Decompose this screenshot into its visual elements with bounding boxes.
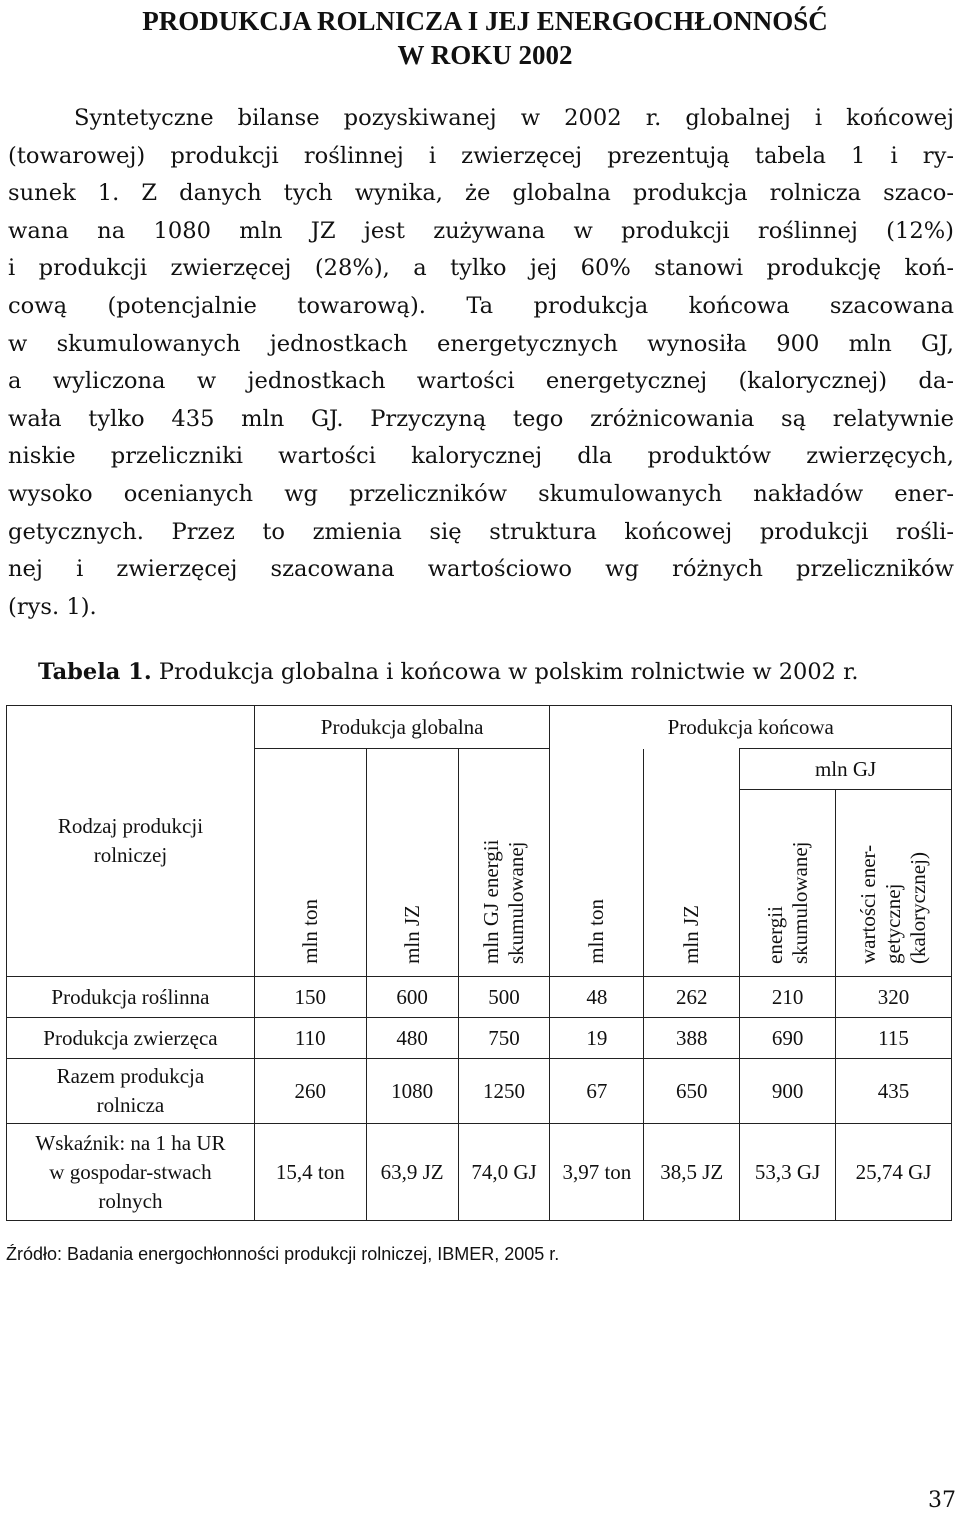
row-label <box>7 1059 255 1124</box>
col-header-final-energy-cumulated <box>740 790 836 977</box>
table-cell: 15,4 ton <box>254 1124 366 1221</box>
table-cell: 3,97 ton <box>550 1124 644 1221</box>
table-row <box>7 1124 952 1221</box>
table-cell: 690 <box>740 1018 836 1059</box>
table-cell: 48 <box>550 977 644 1018</box>
table-cell: 67 <box>550 1059 644 1124</box>
body-line: cową (potencjalnie towarową). Ta produkcja końcowa szacowana <box>8 292 954 319</box>
col-header-final-caloric-value <box>836 790 952 977</box>
body-line: Syntetyczne bilanse pozyskiwanej w 2002 r. globalnej i końcowej <box>74 105 954 131</box>
body-line: i produkcji zwierzęcej (28%), a tylko jej 60% stanowi produkcję koń- <box>8 255 954 282</box>
body-line: niskie przeliczniki wartości kalorycznej dla produktów zwierzęcych, <box>8 443 954 470</box>
table-cell: 900 <box>740 1059 836 1124</box>
page-number: 37 <box>928 1488 956 1513</box>
body-line: wana na 1080 mln JZ jest zużywana w produkcji roślinnej (12%) <box>8 217 954 244</box>
body-paragraph <box>8 100 954 626</box>
row-label <box>7 1124 255 1221</box>
body-line: (rys. 1). <box>8 593 97 620</box>
table-cell: 1250 <box>458 1059 550 1124</box>
table-cell: 63,9 JZ <box>366 1124 458 1221</box>
table-cell: 650 <box>644 1059 740 1124</box>
table-cell: 262 <box>644 977 740 1018</box>
body-line: nej i zwierzęcej szacowana wartościowo wg różnych przeliczników <box>8 556 954 583</box>
table-cell: 500 <box>458 977 550 1018</box>
table-cell: 480 <box>366 1018 458 1059</box>
table-row <box>7 1059 952 1124</box>
col-header-global-mln-jz <box>366 749 458 977</box>
row-label: Produkcja zwierzęca <box>7 1018 255 1059</box>
body-line: wała tylko 435 mln GJ. Przyczyną tego zróżnicowania są relatywnie <box>8 405 954 432</box>
col-header-global-mln-ton <box>254 749 366 977</box>
col-header-global-mln-gj <box>458 749 550 977</box>
col-header-label: mln JZ <box>399 905 424 964</box>
body-line: wysoko ocenianych wg przeliczników skumulowanych nakładów ener- <box>8 480 954 507</box>
source-note: Źródło: Badania energochłonności produkcji rolniczej, IBMER, 2005 r. <box>6 1244 560 1264</box>
body-line: a wyliczona w jednostkach wartości energetycznej (kalorycznej) da- <box>8 368 954 395</box>
table-cell: 210 <box>740 977 836 1018</box>
table-cell: 320 <box>836 977 952 1018</box>
body-line: getycznych. Przez to zmienia się struktura końcowej produkcji rośli- <box>8 518 954 545</box>
table-cell: 750 <box>458 1018 550 1059</box>
group-header-final: Produkcja końcowa <box>550 706 952 749</box>
col-header-label: mln ton <box>584 899 609 964</box>
col-header-label: mln ton <box>297 899 322 964</box>
table-cell: 38,5 JZ <box>644 1124 740 1221</box>
table-caption-text: Produkcja globalna i końcowa w polskim rolnictwie w 2002 r. <box>151 659 859 685</box>
unit-header-gj: mln GJ <box>740 749 952 790</box>
table-row <box>7 977 952 1018</box>
row-label: Produkcja roślinna <box>7 977 255 1018</box>
row-label-text: Wskaźnik: na 1 ha UR w gospodar-stwach rolnych <box>35 1130 226 1213</box>
body-line: w skumulowanych jednostkach energetycznych wynosiła 900 mln GJ, <box>8 330 954 357</box>
col-header-label: mln GJ energii skumulowanej <box>479 839 528 964</box>
table-cell: 115 <box>836 1018 952 1059</box>
table-cell: 110 <box>254 1018 366 1059</box>
table-cell: 600 <box>366 977 458 1018</box>
page-title <box>0 4 960 72</box>
title-line-1: PRODUKCJA ROLNICZA I JEJ ENERGOCHŁONNOŚĆ <box>142 6 828 36</box>
table-cell: 74,0 GJ <box>458 1124 550 1221</box>
col-header-label: energii skumulowanej <box>762 841 812 964</box>
table-caption <box>38 656 859 688</box>
table-cell: 25,74 GJ <box>836 1124 952 1221</box>
table-row <box>7 1018 952 1059</box>
row-label-text: Razem produkcja rolnicza <box>56 1064 205 1117</box>
row-header-cell <box>7 706 255 977</box>
col-header-final-mln-jz <box>644 749 740 977</box>
table-cell: 435 <box>836 1059 952 1124</box>
production-table <box>6 705 952 1221</box>
table-cell: 53,3 GJ <box>740 1124 836 1221</box>
body-line: (towarowej) produkcji roślinnej i zwierzęcej prezentują tabela 1 i ry- <box>8 142 954 169</box>
table-cell: 260 <box>254 1059 366 1124</box>
row-header-label: Rodzaj produkcji rolniczej <box>57 814 204 867</box>
col-header-label: wartości ener-getycznej (kalorycznej) <box>856 844 931 964</box>
table-cell: 388 <box>644 1018 740 1059</box>
col-header-final-mln-ton <box>550 749 644 977</box>
body-line: sunek 1. Z danych tych wynika, że globalna produkcja rolnicza szaco- <box>8 180 954 207</box>
table-cell: 150 <box>254 977 366 1018</box>
table-cell: 19 <box>550 1018 644 1059</box>
group-header-global: Produkcja globalna <box>254 706 550 749</box>
table-caption-label: Tabela 1. <box>38 659 152 685</box>
col-header-label: mln JZ <box>679 905 704 964</box>
table-cell: 1080 <box>366 1059 458 1124</box>
title-line-2: W ROKU 2002 <box>397 40 573 70</box>
